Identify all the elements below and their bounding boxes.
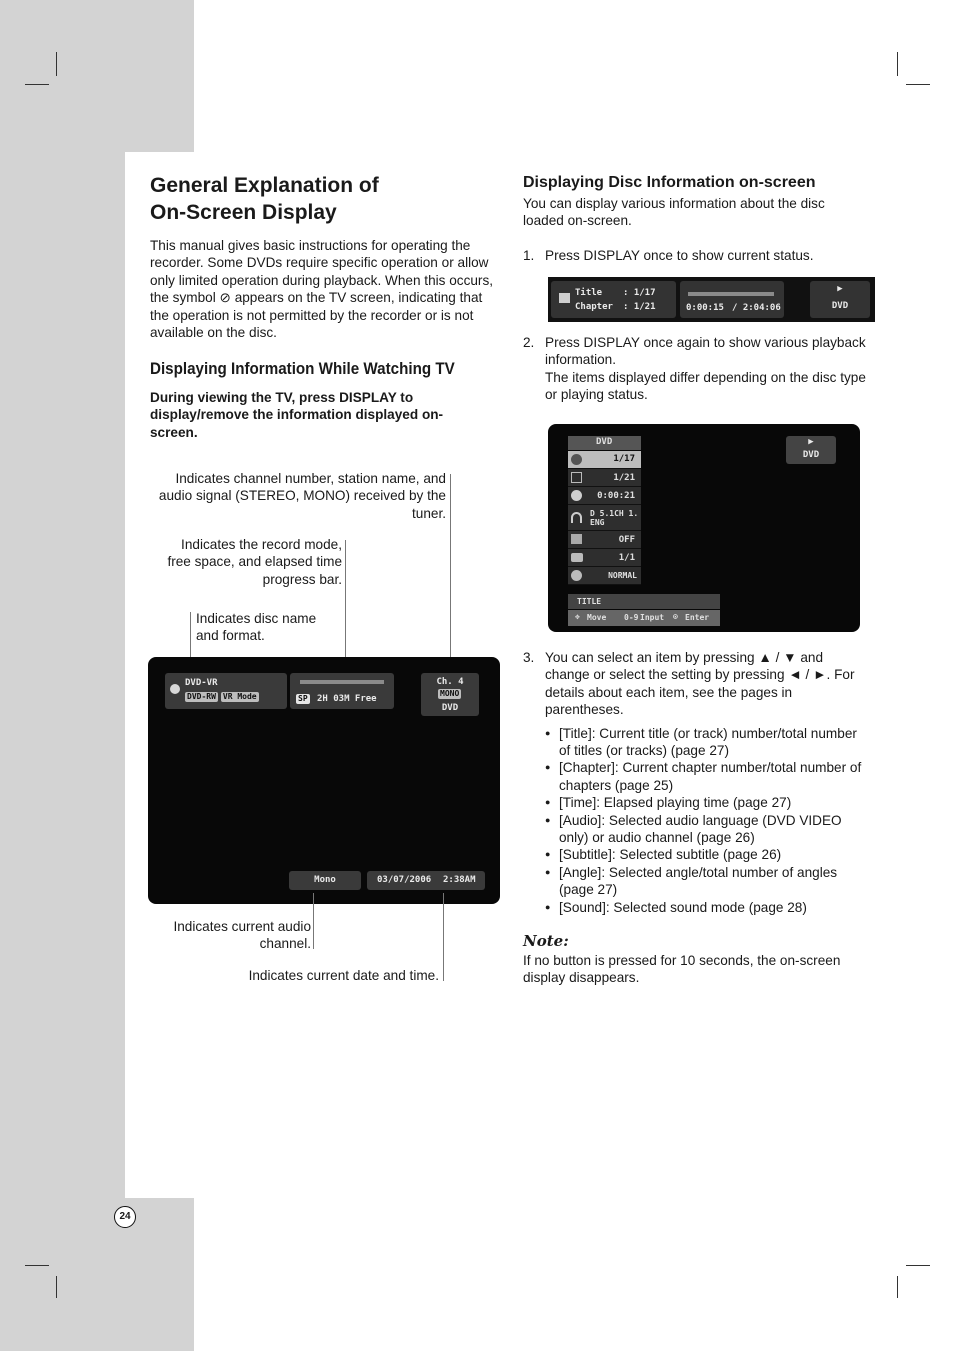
menu-angle-value: 1/1 bbox=[618, 553, 635, 563]
list-item: ● [Audio]: Selected audio language (DVD VIDEO only) or audio channel (page 26) bbox=[545, 812, 868, 847]
step-1 bbox=[523, 247, 868, 264]
elapsed-time: 0:00:15 bbox=[686, 303, 724, 313]
chapter-icon bbox=[571, 472, 582, 483]
rec-mode-badge: SP bbox=[298, 694, 308, 703]
page-margin-left bbox=[0, 152, 125, 1198]
step-1-text: Press DISPLAY once to show current status. bbox=[545, 248, 814, 263]
disc-info-box bbox=[165, 673, 287, 709]
time-progress-bar bbox=[688, 292, 774, 296]
menu-format: DVD bbox=[802, 450, 820, 460]
title-label: Title bbox=[575, 288, 603, 298]
intro-text-2: appears on the TV screen, indicating that the operation is not permitted by the recorder or is not available on the disc. bbox=[150, 290, 483, 341]
menu-item-label bbox=[568, 594, 720, 609]
item-list bbox=[545, 725, 868, 916]
menu-chapter-value: 1/21 bbox=[613, 473, 635, 483]
menu-time-value: 0:00:21 bbox=[597, 491, 635, 501]
chapter-value: : 1/21 bbox=[623, 302, 656, 312]
step-2-number: 2. bbox=[523, 335, 535, 350]
clapper-icon bbox=[559, 293, 570, 303]
datetime-box bbox=[367, 871, 485, 890]
watching-tv-instruction: During viewing the TV, press DISPLAY to display/remove the information displayed on-screen. bbox=[150, 390, 444, 440]
total-time: / 2:04:06 bbox=[732, 303, 781, 313]
menu-subtitle-value: OFF bbox=[618, 535, 635, 545]
input-key: 0-9 bbox=[624, 613, 639, 622]
watching-tv-heading: Displaying Information While Watching TV bbox=[150, 360, 455, 378]
menu-audio-value: D 5.1CH 1. ENG bbox=[590, 509, 639, 527]
callout-line-record bbox=[345, 540, 346, 674]
callout-channel: Indicates channel number, station name, and audio signal (STEREO, MONO) received by the tuner. bbox=[158, 471, 446, 521]
page-title bbox=[150, 172, 490, 226]
play-icon: ▶ bbox=[837, 284, 843, 294]
step-3-text: You can select an item by pressing ▲ / ▼ and change or select the setting by pressing ◄ / ►. For details about each item, see the pages in parentheses. bbox=[545, 650, 855, 718]
note-title: Note: bbox=[523, 932, 569, 950]
title-icon bbox=[571, 454, 582, 465]
menu-row-sound[interactable] bbox=[568, 567, 641, 585]
menu-help-bar bbox=[568, 610, 720, 626]
list-item: ● [Title]: Current title (or track) number/total number of titles (or tracks) (page 27) bbox=[545, 725, 868, 760]
menu-item-label-text: TITLE bbox=[577, 597, 602, 606]
crop-mark bbox=[25, 84, 49, 85]
list-item: ● [Time]: Elapsed playing time (page 27) bbox=[545, 794, 868, 811]
screen-time: 2:38AM bbox=[443, 875, 476, 885]
list-item: ● [Sound]: Selected sound mode (page 28) bbox=[545, 899, 868, 916]
crop-mark bbox=[25, 1265, 49, 1266]
callout-line-channel bbox=[450, 474, 451, 674]
input-label: Input bbox=[640, 613, 665, 622]
chapter-label: Chapter bbox=[575, 302, 613, 312]
disc-info-intro: You can display various information about the disc loaded on-screen. bbox=[523, 196, 825, 229]
title-line-2: On-Screen Display bbox=[150, 201, 337, 224]
disc-tags bbox=[185, 692, 262, 702]
disc-info-heading: Displaying Disc Information on-screen bbox=[523, 174, 816, 191]
crop-mark bbox=[897, 1276, 898, 1298]
screen-date: 03/07/2006 bbox=[377, 875, 432, 885]
clock-icon bbox=[571, 490, 582, 501]
time-box bbox=[680, 281, 784, 318]
step-2-text-2: The items displayed differ depending on the disc type or playing status. bbox=[545, 369, 866, 403]
disc-icon bbox=[170, 684, 180, 694]
title-chapter-box bbox=[551, 281, 676, 318]
menu-header-label: DVD bbox=[596, 437, 613, 447]
free-space: 2H 03M Free bbox=[317, 694, 377, 704]
crop-mark bbox=[897, 52, 898, 76]
crop-mark bbox=[906, 1265, 930, 1266]
title-value: : 1/17 bbox=[623, 288, 656, 298]
step-2 bbox=[523, 334, 868, 404]
menu-title-value: 1/17 bbox=[613, 454, 635, 464]
headphones-icon bbox=[571, 512, 582, 523]
intro-paragraph bbox=[150, 237, 496, 341]
prohibited-symbol-icon: ⊘ bbox=[219, 290, 231, 306]
menu-row-chapter[interactable] bbox=[568, 469, 641, 487]
step-3-number: 3. bbox=[523, 650, 535, 665]
callout-line-datetime bbox=[443, 893, 444, 981]
menu-play-format-box bbox=[786, 436, 836, 464]
intro-text-1: This manual gives basic instructions for operating the recorder. Some DVDs require specific operation or allow only limited operation during playback. When this occurs, the symbol bbox=[150, 238, 494, 306]
title-line-1: General Explanation of bbox=[150, 174, 379, 197]
note-text: If no button is pressed for 10 seconds, the on-screen display disappears. bbox=[523, 953, 841, 986]
list-item: ● [Subtitle]: Selected subtitle (page 26) bbox=[545, 846, 868, 863]
page-margin-bottom bbox=[0, 1198, 194, 1351]
elapsed-progress-bar bbox=[300, 680, 384, 684]
audio-channel: Mono bbox=[314, 875, 336, 885]
disc-mode-tag: VR Mode bbox=[222, 692, 257, 701]
format-label: DVD bbox=[441, 703, 459, 713]
callout-audio: Indicates current audio channel. bbox=[173, 919, 311, 952]
callout-disc: Indicates disc name and format. bbox=[196, 611, 317, 644]
disc-type-tag: DVD-RW bbox=[187, 692, 216, 701]
enter-icon: ⊙ bbox=[673, 612, 678, 621]
list-item: ● [Angle]: Selected angle/total number of angles (page 27) bbox=[545, 864, 868, 899]
sound-icon bbox=[571, 570, 582, 581]
step-1-number: 1. bbox=[523, 248, 535, 263]
step-3 bbox=[523, 649, 868, 916]
step-2-text-1: Press DISPLAY once again to show various playback information. bbox=[545, 335, 866, 368]
bar-format: DVD bbox=[831, 301, 849, 311]
menu-row-subtitle[interactable] bbox=[568, 531, 641, 549]
channel-info-box bbox=[421, 673, 479, 716]
crop-mark bbox=[56, 1276, 57, 1298]
menu-row-angle[interactable] bbox=[568, 549, 641, 567]
record-info-box bbox=[290, 673, 394, 709]
disc-name: DVD-VR bbox=[185, 678, 218, 688]
crop-mark bbox=[906, 84, 930, 85]
move-icon: ✥ bbox=[575, 612, 580, 621]
page-margin-top bbox=[0, 0, 194, 152]
callout-datetime: Indicates current date and time. bbox=[248, 968, 439, 983]
menu-header bbox=[568, 436, 641, 450]
play-format-box bbox=[810, 281, 870, 318]
callout-line-audio bbox=[313, 893, 314, 949]
list-item: ● [Chapter]: Current chapter number/total number of chapters (page 25) bbox=[545, 759, 868, 794]
menu-row-title[interactable] bbox=[568, 451, 641, 469]
audio-box bbox=[289, 871, 361, 890]
subtitle-icon bbox=[571, 534, 582, 544]
signal-badge: MONO bbox=[440, 689, 460, 698]
menu-row-audio[interactable] bbox=[568, 505, 641, 531]
menu-row-time[interactable] bbox=[568, 487, 641, 505]
crop-mark bbox=[56, 52, 57, 76]
menu-sound-value: NORMAL bbox=[608, 571, 637, 580]
camera-icon bbox=[571, 553, 583, 562]
channel-number: Ch. 4 bbox=[436, 677, 464, 687]
page-number: 24 bbox=[114, 1206, 136, 1228]
menu-play-icon: ▶ bbox=[808, 437, 814, 447]
callout-record-mode: Indicates the record mode, free space, and elapsed time progress bar. bbox=[167, 537, 342, 587]
enter-label: Enter bbox=[685, 613, 710, 622]
move-label: Move bbox=[587, 613, 607, 622]
